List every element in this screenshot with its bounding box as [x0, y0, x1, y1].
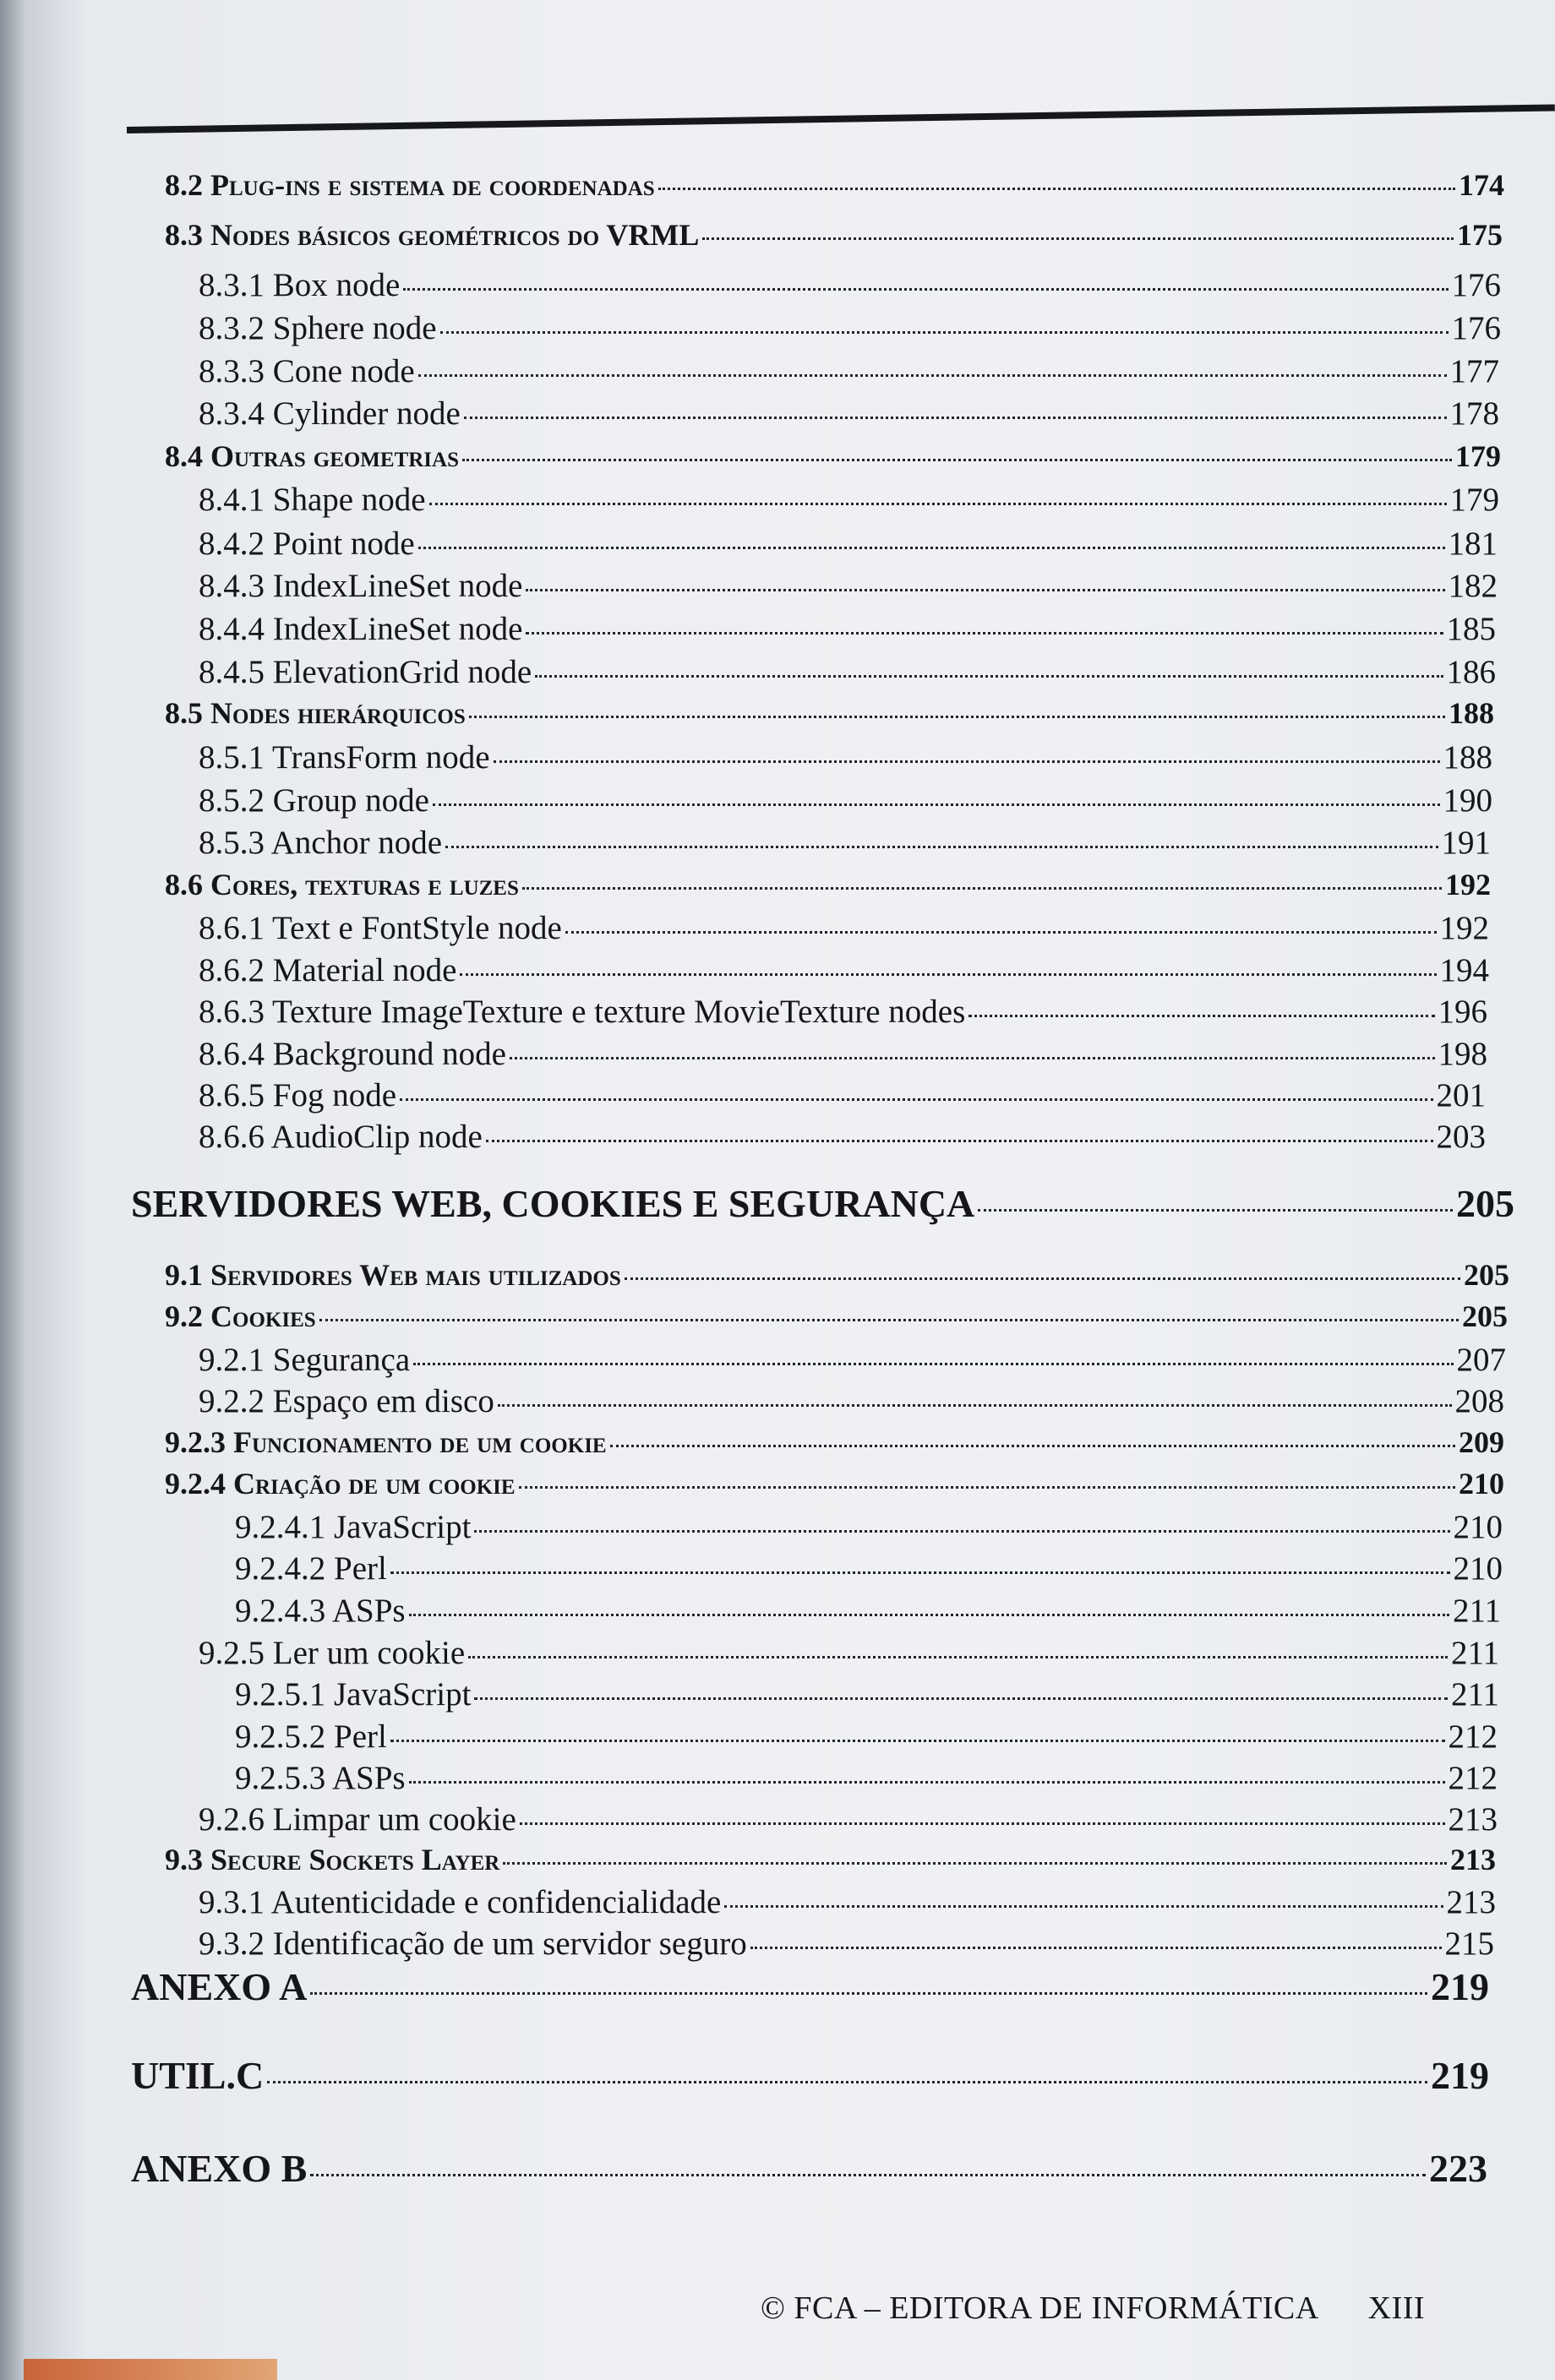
- dot-leader: [403, 288, 1448, 291]
- toc-entry: [199, 1035, 1487, 1073]
- toc-entry: [165, 438, 1501, 474]
- toc-entry-title: 8.3.1 Box node: [199, 267, 401, 303]
- toc-entry-title: 8.4.4 IndexLineSet node: [199, 611, 523, 647]
- toc-entry-title: 8.6.4 Background node: [199, 1036, 506, 1072]
- toc-entry: [199, 1382, 1504, 1420]
- toc-entry: [199, 1634, 1499, 1672]
- dot-leader: [520, 1822, 1445, 1825]
- toc-entry-title: 8.5.1 TransForm node: [199, 739, 490, 776]
- toc-entry-title: ANEXO A: [131, 1965, 308, 2008]
- toc-entry: [235, 1592, 1501, 1630]
- toc-entry-page: 219: [1431, 2054, 1489, 2097]
- dot-leader: [702, 237, 1454, 240]
- toc-entry: [199, 1800, 1498, 1838]
- toc-entry-page: 176: [1451, 310, 1501, 346]
- toc-entry-page: 175: [1457, 218, 1503, 252]
- toc-entry-title: 9.2.4 Criação de um cookie: [165, 1467, 516, 1500]
- toc-entry: [199, 909, 1489, 947]
- dot-leader: [413, 1363, 1453, 1365]
- toc-entry-page: 190: [1443, 782, 1492, 819]
- toc-entry-page: 188: [1449, 696, 1494, 730]
- toc-entry-title: SERVIDORES WEB, COOKIES E SEGURANÇA: [131, 1182, 975, 1225]
- toc-entry-title: 8.6.1 Text e FontStyle node: [199, 910, 562, 946]
- toc-entry-page: 185: [1446, 611, 1496, 647]
- toc-entry-title: 9.1 Servidores Web mais utilizados: [165, 1258, 621, 1292]
- toc-entry-title: 8.6.3 Texture ImageTexture e texture MovieTexture nodes: [199, 994, 966, 1030]
- toc-entry-page: 177: [1449, 353, 1499, 389]
- toc-entry-title: 8.5.3 Anchor node: [199, 825, 443, 861]
- dot-leader: [464, 417, 1447, 419]
- dot-leader: [486, 1140, 1433, 1142]
- toc-entry-page: 201: [1436, 1077, 1486, 1114]
- toc-entry-title: 8.6 Cores, texturas e luzes: [165, 868, 519, 901]
- toc-entry-page: 209: [1459, 1425, 1504, 1459]
- toc-entry-title: 9.2.5 Ler um cookie: [199, 1635, 466, 1671]
- dot-leader: [535, 675, 1443, 678]
- dot-leader: [460, 973, 1436, 976]
- toc-entry-page: 179: [1449, 482, 1499, 518]
- toc-entry-page: 188: [1443, 739, 1492, 776]
- dot-leader: [968, 1015, 1434, 1017]
- dot-leader: [526, 589, 1444, 591]
- toc-entry-title: 9.3.2 Identificação de um servidor seguro: [199, 1925, 747, 1962]
- toc-entry: [199, 1341, 1506, 1379]
- dot-leader: [658, 188, 1455, 190]
- toc-entry-page: 210: [1459, 1467, 1504, 1500]
- toc-entry-page: 207: [1456, 1342, 1506, 1378]
- dot-leader: [724, 1905, 1443, 1908]
- toc-entry-page: 211: [1452, 1593, 1501, 1629]
- dot-leader: [390, 1571, 1450, 1574]
- toc-entry-title: 8.4.2 Point node: [199, 526, 415, 562]
- toc-entry-title: 9.3.1 Autenticidade e confidencialidade: [199, 1884, 722, 1920]
- toc-entry-page: 176: [1451, 267, 1501, 303]
- toc-entry-title: 9.2.4.1 JavaScript: [235, 1509, 472, 1545]
- dot-leader: [978, 1209, 1453, 1212]
- toc-entry: [165, 167, 1504, 203]
- toc-entry-title: 9.2.6 Limpar um cookie: [199, 1801, 516, 1838]
- toc-entry-title: 8.3 Nodes básicos geométricos do VRML: [165, 218, 700, 252]
- dot-leader: [310, 2174, 1426, 2176]
- dot-leader: [409, 1781, 1445, 1784]
- toc-entry-title: 8.3.3 Cone node: [199, 353, 415, 389]
- toc-entry: [165, 867, 1491, 902]
- toc-entry-title: 8.5 Nodes hierárquicos: [165, 696, 466, 730]
- toc-entry: [199, 653, 1496, 691]
- toc-entry-title: 8.3.2 Sphere node: [199, 310, 437, 346]
- dot-leader: [494, 760, 1440, 763]
- toc-entry-page: 210: [1453, 1550, 1503, 1587]
- dot-leader: [498, 1404, 1452, 1407]
- dot-leader: [418, 374, 1447, 377]
- dot-leader: [610, 1445, 1455, 1447]
- toc-entry: [199, 738, 1492, 776]
- dot-leader: [390, 1740, 1445, 1742]
- toc-entry: [131, 1964, 1489, 2009]
- toc-entry: [131, 2146, 1487, 2191]
- toc-entry-page: 205: [1456, 1182, 1514, 1225]
- toc-entry-page: 223: [1429, 2147, 1487, 2190]
- dot-leader: [462, 459, 1452, 461]
- toc-entry-page: 213: [1448, 1801, 1498, 1838]
- toc-entry-title: 9.2.3 Funcionamento de um cookie: [165, 1425, 607, 1459]
- toc-entry: [199, 824, 1491, 862]
- toc-entry: [199, 951, 1489, 989]
- toc-entry-title: 8.6.6 AudioClip node: [199, 1119, 483, 1155]
- toc-entry-title: 9.2.4.3 ASPs: [235, 1593, 406, 1629]
- toc-entry: [165, 217, 1503, 253]
- toc-entry-title: 9.2.4.2 Perl: [235, 1550, 387, 1587]
- toc-entry-page: 196: [1438, 994, 1487, 1030]
- toc-entry: [199, 266, 1501, 304]
- toc-entry: [199, 1076, 1486, 1114]
- toc-entry: [199, 610, 1496, 648]
- dot-leader: [519, 1486, 1455, 1489]
- toc-entry-title: 9.2 Cookies: [165, 1299, 316, 1333]
- toc-entry-page: 182: [1448, 568, 1498, 604]
- dot-leader: [526, 632, 1443, 634]
- toc-entry-title: 9.2.5.1 JavaScript: [235, 1676, 472, 1713]
- dot-leader: [433, 803, 1440, 806]
- toc-entry-page: 212: [1448, 1760, 1498, 1796]
- toc-entry-page: 181: [1448, 526, 1498, 562]
- toc-entry: [165, 1299, 1508, 1334]
- toc-entry-page: 219: [1431, 1965, 1489, 2008]
- toc-entry-title: 8.4.3 IndexLineSet node: [199, 568, 523, 604]
- toc-entry-title: 8.6.5 Fog node: [199, 1077, 396, 1114]
- dot-leader: [440, 331, 1449, 334]
- toc-entry-page: 198: [1438, 1036, 1487, 1072]
- toc-entry: [199, 395, 1499, 433]
- toc-entry: [235, 1675, 1499, 1713]
- toc-entry: [199, 993, 1487, 1031]
- toc-entry-title: 8.4 Outras geometrias: [165, 439, 459, 473]
- toc-entry: [199, 567, 1498, 605]
- dot-leader: [429, 503, 1447, 505]
- dot-leader: [418, 547, 1445, 549]
- publisher-credit: © FCA – EDITORA DE INFORMÁTICA: [761, 2290, 1318, 2326]
- dot-leader: [750, 1947, 1442, 1949]
- dot-leader: [503, 1862, 1447, 1865]
- dot-leader: [522, 887, 1442, 890]
- toc-entry-title: 8.2 Plug-ins e sistema de coordenadas: [165, 168, 655, 202]
- toc-entry-title: 8.3.4 Cylinder node: [199, 395, 461, 432]
- toc-entry-title: 9.2.2 Espaço em disco: [199, 1383, 494, 1419]
- toc-entry-page: 194: [1439, 952, 1489, 988]
- toc-entry: [235, 1718, 1498, 1756]
- toc-entry: [199, 481, 1499, 519]
- dot-leader: [474, 1530, 1449, 1533]
- toc-entry-page: 208: [1454, 1383, 1504, 1419]
- toc-entry-page: 192: [1445, 868, 1491, 901]
- toc-entry-page: 179: [1455, 439, 1501, 473]
- page-footer: [761, 2290, 1504, 2327]
- toc-entry-page: 186: [1446, 654, 1496, 690]
- toc-entry-page: 203: [1436, 1119, 1486, 1155]
- toc-entry-page: 192: [1439, 910, 1489, 946]
- toc-entry: [199, 352, 1499, 390]
- toc-entry-page: 210: [1453, 1509, 1503, 1545]
- dot-leader: [510, 1057, 1435, 1059]
- toc-entry: [165, 695, 1494, 731]
- toc-entry-title: UTIL.C: [131, 2054, 265, 2097]
- dot-leader: [400, 1098, 1433, 1101]
- toc-entry: [199, 1925, 1494, 1963]
- toc-entry-page: 213: [1450, 1843, 1496, 1876]
- toc-entry: [235, 1759, 1498, 1797]
- dot-leader: [445, 846, 1438, 848]
- toc-entry-page: 205: [1462, 1299, 1508, 1333]
- toc-entry-page: 215: [1444, 1925, 1494, 1962]
- dot-leader: [468, 1656, 1448, 1658]
- toc-entry-title: 8.4.1 Shape node: [199, 482, 426, 518]
- dot-leader: [474, 1697, 1447, 1700]
- toc-entry-title: 8.6.2 Material node: [199, 952, 457, 988]
- toc-entry-title: 8.4.5 ElevationGrid node: [199, 654, 532, 690]
- toc-entry: [131, 2053, 1489, 2098]
- dot-leader: [319, 1319, 1459, 1321]
- toc-entry-page: 174: [1459, 168, 1504, 202]
- dot-leader: [310, 1992, 1427, 1995]
- dot-leader: [469, 716, 1445, 718]
- toc-entry: [199, 1118, 1486, 1156]
- toc-entry: [199, 1883, 1496, 1921]
- toc-entry-page: 213: [1446, 1884, 1496, 1920]
- toc-entry-page: 205: [1464, 1258, 1509, 1292]
- toc-entry-page: 211: [1450, 1676, 1499, 1713]
- toc-entry-page: 212: [1448, 1718, 1498, 1755]
- toc-entry: [165, 1466, 1504, 1501]
- toc-entry: [165, 1842, 1496, 1877]
- toc-entry: [131, 1181, 1514, 1226]
- toc-entry: [199, 782, 1492, 820]
- toc-entry: [235, 1549, 1503, 1588]
- toc-entry-title: 9.3 Secure Sockets Layer: [165, 1843, 500, 1876]
- page-numeral: XIII: [1367, 2290, 1426, 2326]
- toc-entry-page: 211: [1450, 1635, 1499, 1671]
- toc-entry-page: 178: [1449, 395, 1499, 432]
- toc-entry-page: 191: [1441, 825, 1491, 861]
- toc-entry-title: 9.2.5.2 Perl: [235, 1718, 387, 1755]
- dot-leader: [409, 1614, 1449, 1616]
- dot-leader: [267, 2081, 1427, 2083]
- toc-entry-title: 9.2.1 Segurança: [199, 1342, 411, 1378]
- toc-entry: [199, 525, 1498, 563]
- toc-entry: [165, 1257, 1509, 1293]
- dot-leader: [565, 931, 1437, 934]
- toc-entry: [199, 309, 1501, 347]
- toc-entry: [165, 1424, 1504, 1460]
- toc-entry-title: 8.5.2 Group node: [199, 782, 429, 819]
- toc-entry-title: ANEXO B: [131, 2147, 308, 2190]
- dot-leader: [625, 1277, 1460, 1280]
- toc-entry: [235, 1508, 1503, 1546]
- toc-entry-title: 9.2.5.3 ASPs: [235, 1760, 406, 1796]
